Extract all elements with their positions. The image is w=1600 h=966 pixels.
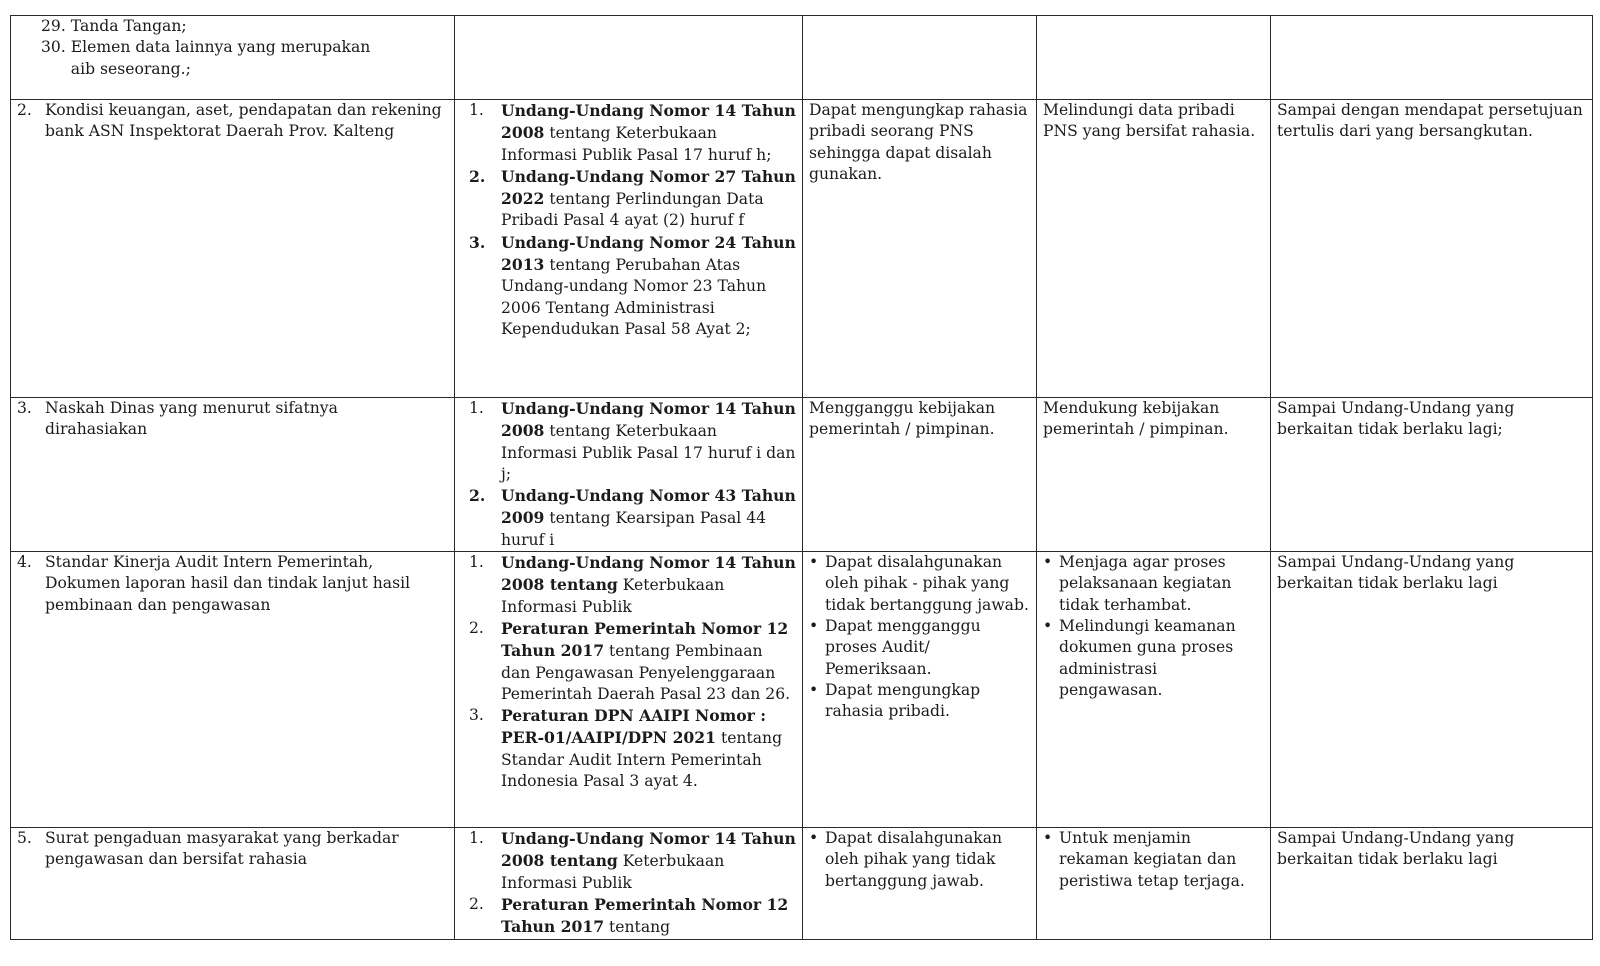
law-list — [469, 828, 796, 938]
list-item: • Untuk menjamin rekaman kegiatan dan peristiwa tetap terjaga. — [1043, 828, 1264, 892]
bullet-icon: • — [809, 680, 819, 699]
period-cell — [1271, 16, 1593, 100]
list-item: • Dapat mengungkap rahasia pribadi. — [809, 680, 1030, 723]
impact-cell: Mengganggu kebijakan pemerintah / pimpinan. — [803, 398, 1037, 552]
purpose-cell: Mendukung kebijakan pemerintah / pimpinan. — [1037, 398, 1271, 552]
impact-cell — [803, 828, 1037, 939]
list-item: • Dapat mengganggu proses Audit/ Pemeriksaan. — [809, 616, 1030, 680]
category-cell: 3. Naskah Dinas yang menurut sifatnya dirahasiakan — [11, 398, 455, 552]
list-item: • Menjaga agar proses pelaksanaan kegiatan tidak terhambat. — [1043, 552, 1264, 616]
law-list — [469, 552, 796, 792]
category-title: Standar Kinerja Audit Intern Pemerintah, Dokumen laporan hasil dan tindak lanjut hasil pembinaan dan pengawasan — [45, 553, 411, 614]
period-cell: Sampai Undang-Undang yang berkaitan tidak berlaku lagi — [1271, 552, 1593, 828]
bullet-icon: • — [809, 616, 819, 635]
law-cell — [455, 16, 803, 100]
category-title: Kondisi keuangan, aset, pendapatan dan rekening bank ASN Inspektorat Daerah Prov. Kalteng — [45, 101, 442, 141]
document-table — [10, 15, 1593, 940]
impact-cell — [803, 16, 1037, 100]
bullet-icon: • — [809, 829, 819, 848]
list-item: 1. Undang-Undang Nomor 14 Tahun 2008 tentang Keterbukaan Informasi Publik — [469, 553, 796, 616]
table-row — [11, 828, 1593, 939]
impact-bullet-list — [809, 828, 1030, 892]
period-cell: Sampai dengan mendapat persetujuan tertulis dari yang bersangkutan. — [1271, 100, 1593, 398]
law-cell — [455, 398, 803, 552]
purpose-bullet-list — [1043, 552, 1264, 701]
impact-cell: Dapat mengungkap rahasia pribadi seorang PNS sehingga dapat disalah gunakan. — [803, 100, 1037, 398]
list-item: 2. Peraturan Pemerintah Nomor 12 Tahun 2017 tentang Pembinaan dan Pengawasan Penyelenggaraan Pemerintah Daerah Pasal 23 dan 26. — [469, 618, 791, 703]
table-row-continuation — [11, 16, 1593, 100]
list-item: 1. Undang-Undang Nomor 14 Tahun 2008 tentang Keterbukaan Informasi Publik Pasal 17 huruf i dan j; — [469, 399, 796, 483]
bullet-icon: • — [809, 553, 819, 572]
category-title: Naskah Dinas yang menurut sifatnya dirahasiakan — [45, 399, 338, 439]
list-item: 1. Undang-Undang Nomor 14 Tahun 2008 tentang Keterbukaan Informasi Publik — [469, 829, 796, 892]
list-item: 2. Peraturan Pemerintah Nomor 12 Tahun 2017 tentang — [469, 894, 789, 937]
period-cell: Sampai Undang-Undang yang berkaitan tidak berlaku lagi; — [1271, 398, 1593, 552]
table-row — [11, 552, 1593, 828]
bullet-icon: • — [1043, 829, 1053, 848]
list-item: 2. Undang-Undang Nomor 27 Tahun 2022 tentang Perlindungan Data Pribadi Pasal 4 ayat (2) huruf f — [469, 166, 796, 230]
list-item: 3. Undang-Undang Nomor 24 Tahun 2013 tentang Perubahan Atas Undang-undang Nomor 23 Tahun 2006 Tentang Administrasi Kependudukan Pasal 58 Ayat 2; — [469, 232, 796, 338]
law-cell — [455, 100, 803, 398]
category-cell: 5. Surat pengaduan masyarakat yang berkadar pengawasan dan bersifat rahasia — [11, 828, 455, 939]
list-item: • Melindungi keamanan dokumen guna proses administrasi pengawasan. — [1043, 616, 1264, 701]
list-item: 30. Elemen data lainnya yang merupakan aib seseorang.; — [41, 38, 371, 78]
table-row — [11, 398, 1593, 552]
period-cell: Sampai Undang-Undang yang berkaitan tidak berlaku lagi — [1271, 828, 1593, 939]
purpose-cell — [1037, 16, 1271, 100]
purpose-cell — [1037, 828, 1271, 939]
law-list — [469, 100, 796, 340]
list-item: 2. Undang-Undang Nomor 43 Tahun 2009 tentang Kearsipan Pasal 44 huruf i — [469, 486, 796, 549]
law-cell — [455, 828, 803, 939]
purpose-cell — [1037, 552, 1271, 828]
list-item: • Dapat disalahgunakan oleh pihak yang tidak bertanggung jawab. — [809, 828, 1030, 892]
personal-data-list — [41, 16, 448, 80]
category-cell — [11, 16, 455, 100]
table-row — [11, 100, 1593, 398]
impact-bullet-list — [809, 552, 1030, 722]
bullet-icon: • — [1043, 553, 1053, 572]
law-list — [469, 398, 796, 551]
purpose-cell: Melindungi data pribadi PNS yang bersifat rahasia. — [1037, 100, 1271, 398]
category-cell: 2. Kondisi keuangan, aset, pendapatan dan rekening bank ASN Inspektorat Daerah Prov. Kalteng — [11, 100, 455, 398]
list-item: 3. Peraturan DPN AAIPI Nomor : PER-01/AAIPI/DPN 2021 tentang Standar Audit Intern Pemerintah Indonesia Pasal 3 ayat 4. — [469, 706, 783, 791]
bullet-icon: • — [1043, 616, 1053, 635]
law-cell — [455, 552, 803, 828]
list-item: • Dapat disalahgunakan oleh pihak - pihak yang tidak bertanggung jawab. — [809, 552, 1030, 616]
category-title: Surat pengaduan masyarakat yang berkadar pengawasan dan bersifat rahasia — [45, 829, 399, 869]
list-item: 1. Undang-Undang Nomor 14 Tahun 2008 tentang Keterbukaan Informasi Publik Pasal 17 huruf h; — [469, 101, 796, 164]
list-item: 29. Tanda Tangan; — [41, 17, 187, 35]
purpose-bullet-list — [1043, 828, 1264, 892]
impact-cell — [803, 552, 1037, 828]
category-cell: 4. Standar Kinerja Audit Intern Pemerintah, Dokumen laporan hasil dan tindak lanjut hasil pembinaan dan pengawasan — [11, 552, 455, 828]
